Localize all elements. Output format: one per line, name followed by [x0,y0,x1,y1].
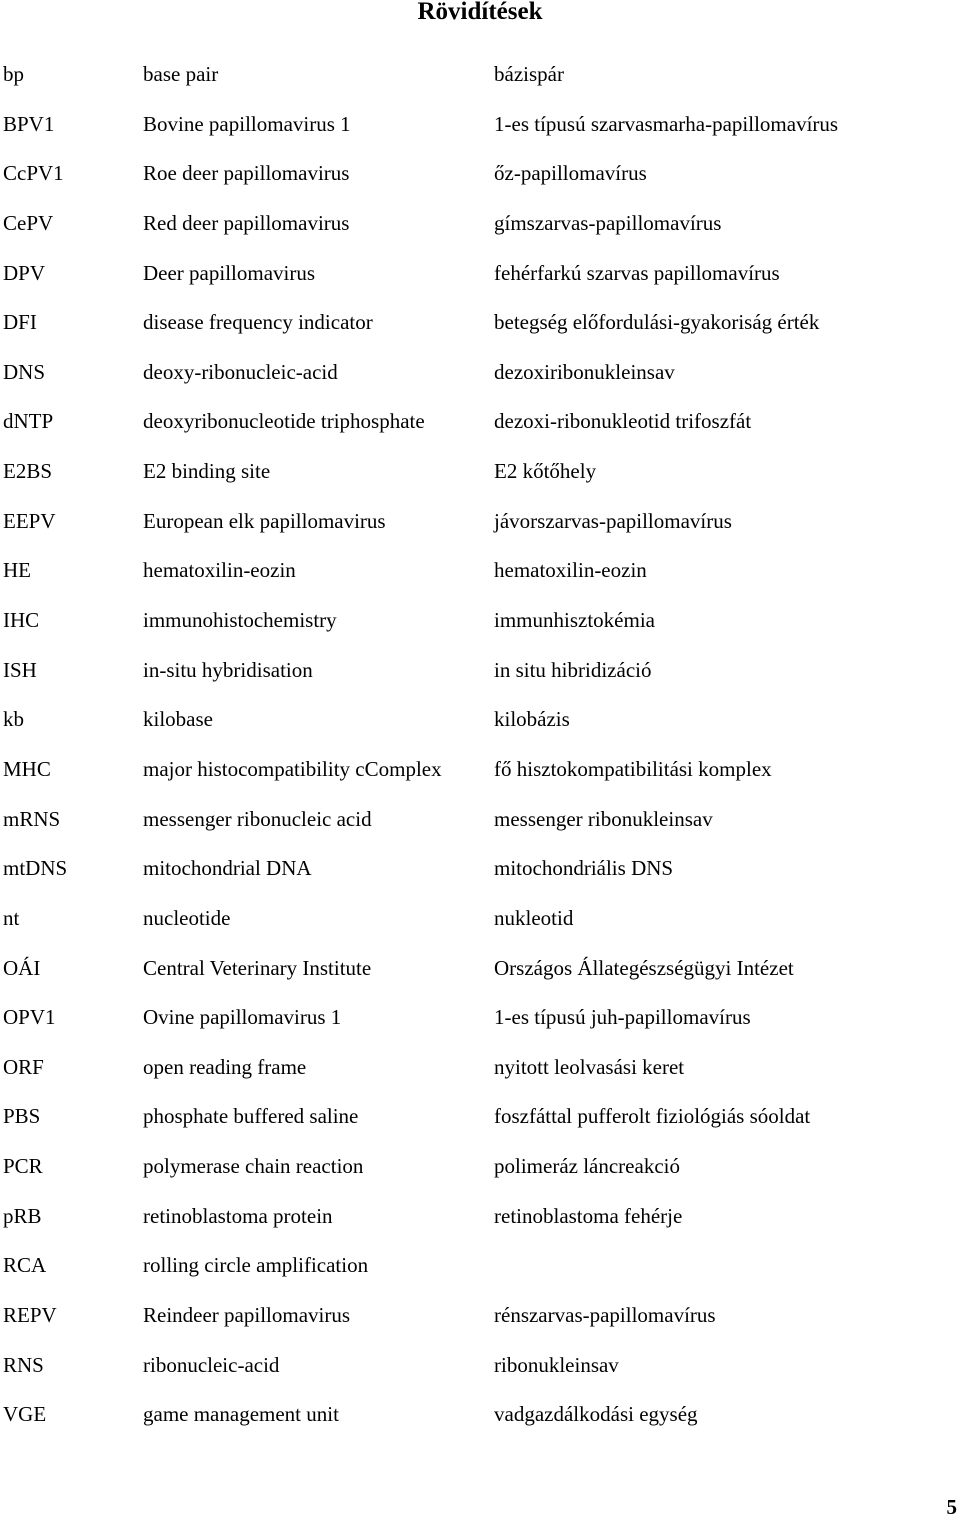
abbreviation-row [0,752,960,802]
hungarian-term: őz-papillomavírus [494,161,647,186]
hungarian-term: nukleotid [494,905,574,930]
abbreviation: DPV [3,260,46,285]
abbreviation-row [0,1348,960,1398]
hungarian-term: fő hisztokompatibilitási komplex [494,756,772,781]
abbreviation-row [0,1149,960,1199]
english-term: base pair [143,62,219,86]
english-term: European elk papillomavirus [143,508,386,533]
hungarian-term: mitochondriális DNS [494,856,674,881]
hungarian-term: jávorszarvas-papillomavírus [494,508,732,533]
abbreviation: ORF [3,1054,44,1079]
abbreviation-row [0,553,960,603]
abbreviation: dNTP [3,409,54,434]
page-title: Rövidítések [417,0,543,25]
abbreviation-row [0,603,960,653]
english-term: Reindeer papillomavirus [143,1303,351,1328]
english-term: Red deer papillomavirus [143,210,350,235]
hungarian-term: dezoxiribonukleinsav [494,359,675,384]
abbreviation-row [0,802,960,852]
hungarian-term: immunhisztokémia [494,608,655,633]
abbreviation-row [0,1099,960,1149]
hungarian-term: hematoxilin-eozin [494,558,647,583]
abbreviation-row [0,305,960,355]
english-term: open reading frame [143,1054,307,1079]
abbreviation: mRNS [3,806,61,831]
english-term: immunohistochemistry [143,608,337,633]
abbreviation: mtDNS [3,856,68,881]
abbreviation-row [0,206,960,256]
abbreviation: pRB [3,1203,42,1228]
english-term: retinoblastoma protein [143,1203,333,1228]
english-term: rolling circle amplification [143,1253,369,1278]
abbreviation: CePV [3,210,54,235]
english-term: ribonucleic-acid [143,1352,280,1377]
english-term: disease frequency indicator [143,310,373,335]
abbreviation-row [0,851,960,901]
english-term: deoxyribonucleotide triphosphate [143,409,425,434]
abbreviation: OPV1 [3,1005,56,1030]
abbreviation-row [0,1298,960,1348]
hungarian-term: fehérfarkú szarvas papillomavírus [494,260,780,285]
abbreviation: bp [3,62,24,86]
abbreviation: RNS [3,1352,44,1377]
hungarian-term: 1-es típusú juh-papillomavírus [494,1005,751,1030]
abbreviation-row [0,702,960,752]
page-number: 5 [946,1495,957,1519]
abbreviation: MHC [3,756,51,781]
abbreviation: ISH [3,657,37,682]
hungarian-term: foszfáttal pufferolt fiziológiás sóoldat [494,1104,811,1129]
abbreviation: BPV1 [3,111,55,136]
abbreviation-row [0,1050,960,1100]
abbreviation-row [0,1199,960,1249]
abbreviation-row [0,951,960,1001]
english-term: phosphate buffered saline [143,1104,359,1129]
abbreviation-list [0,57,960,1447]
abbreviation-row [0,901,960,951]
abbreviation: VGE [3,1402,47,1427]
english-term: Deer papillomavirus [143,260,316,285]
abbreviation: nt [3,905,20,930]
english-term: game management unit [143,1402,339,1427]
english-term: major histocompatibility cComplex [143,756,442,781]
abbreviation: DFI [3,310,37,335]
abbreviation: EEPV [3,508,56,533]
hungarian-term: nyitott leolvasási keret [494,1054,685,1079]
abbreviation: REPV [3,1303,57,1328]
hungarian-term: rénszarvas-papillomavírus [494,1303,716,1328]
abbreviation-row [0,256,960,306]
hungarian-term: vadgazdálkodási egység [494,1402,698,1427]
hungarian-term: betegség előfordulási-gyakoriság érték [494,310,820,335]
hungarian-term: E2 kőtőhely [494,459,597,484]
abbreviation-row [0,454,960,504]
english-term: Ovine papillomavirus 1 [143,1005,342,1030]
english-term: Central Veterinary Institute [143,955,372,980]
abbreviation-row [0,1248,960,1298]
abbreviation-row [0,504,960,554]
hungarian-term: kilobázis [494,707,570,732]
english-term: hematoxilin-eozin [143,558,296,583]
english-term: nucleotide [143,905,231,930]
english-term: deoxy-ribonucleic-acid [143,359,338,384]
hungarian-term: bázispár [494,62,564,86]
abbreviation-row [0,107,960,157]
english-term: Roe deer papillomavirus [143,161,350,186]
abbreviation-row [0,57,960,107]
hungarian-term: retinoblastoma fehérje [494,1203,683,1228]
hungarian-term: messenger ribonukleinsav [494,806,713,831]
abbreviation: CcPV1 [3,161,64,186]
abbreviation: OÁI [3,955,41,980]
english-term: in-situ hybridisation [143,657,313,682]
english-term: messenger ribonucleic acid [143,806,372,831]
abbreviation: IHC [3,608,40,633]
abbreviation: PBS [3,1104,41,1129]
abbreviation-row [0,404,960,454]
abbreviation-row [0,1000,960,1050]
abbreviation: E2BS [3,459,53,484]
english-term: kilobase [143,707,213,732]
hungarian-term: ribonukleinsav [494,1352,619,1377]
hungarian-term: 1-es típusú szarvasmarha-papillomavírus [494,111,839,136]
english-term: Bovine papillomavirus 1 [143,111,351,136]
abbreviation-row [0,1397,960,1447]
english-term: mitochondrial DNA [143,856,312,881]
abbreviation-row [0,653,960,703]
english-term: polymerase chain reaction [143,1154,364,1179]
abbreviation-row [0,156,960,206]
abbreviation: PCR [3,1154,43,1179]
abbreviation: RCA [3,1253,47,1278]
hungarian-term: polimeráz láncreakció [494,1154,680,1179]
hungarian-term: in situ hibridizáció [494,657,652,682]
english-term: E2 binding site [143,459,271,484]
abbreviation: DNS [3,359,46,384]
abbreviation: kb [3,707,24,732]
hungarian-term: gímszarvas-papillomavírus [494,210,722,235]
abbreviation-row [0,355,960,405]
hungarian-term: dezoxi-ribonukleotid trifoszfát [494,409,752,434]
hungarian-term: Országos Állategészségügyi Intézet [494,955,794,980]
abbreviation: HE [3,558,31,583]
